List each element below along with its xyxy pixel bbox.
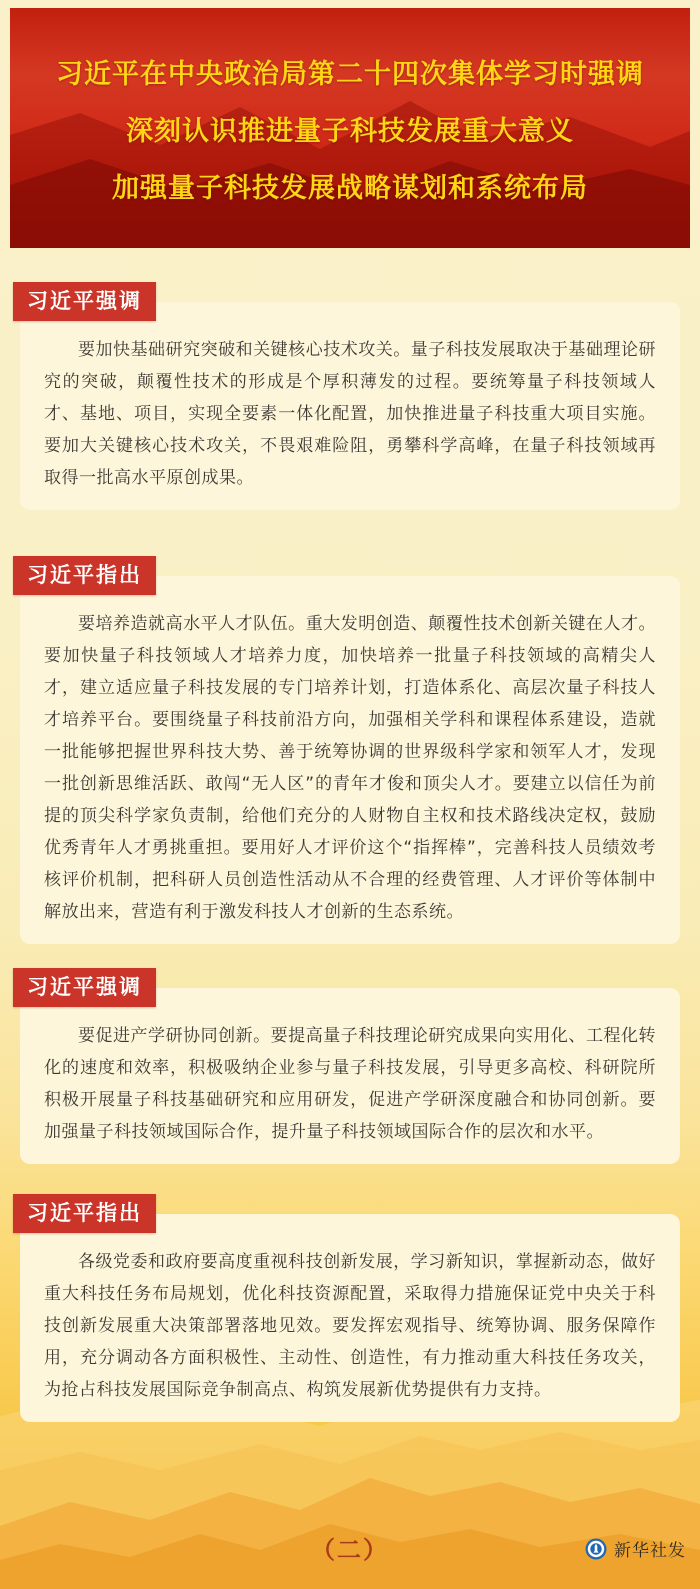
section-2-body: 要培养造就高水平人才队伍。重大发明创造、颠覆性技术创新关键在人才。要加快量子科技领域人才培养力度，加快培养一批量子科技领域的高精尖人才，建立适应量子科技发展的专门培养计划，打造体系化、高层次量子科技人才培养平台。要围绕量子科技前沿方向，加强相关学科和课程体系建设，造就一批能够把握世界科技大势、善于统筹协调的世界级科学家和领军人才，发现一批创新思维活跃、敢闯“无人区”的青年才俊和顶尖人才。要建立以信任为前提的顶尖科学家负责制，给他们充分的人财物自主权和技术路线决定权，鼓励优秀青年人才勇挑重担。要用好人才评价这个“指挥棒”，完善科技人员绩效考核评价机制，把科研人员创造性活动从不合理的经费管理、人才评价等体制中解放出来，营造有利于激发科技人才创新的生态系统。 [44,614,656,922]
credit-label: 新华社发 [614,1541,686,1561]
section-3-box [20,988,680,1164]
header-banner [10,8,690,248]
quote-section-4 [20,1194,680,1422]
section-4-box [20,1214,680,1422]
quote-section-3 [20,968,680,1164]
section-1-box [20,302,680,510]
header-title-line-2: 深刻认识推进量子科技发展重大意义 [126,115,574,147]
banner-mountains-graphic [10,73,690,248]
xinhua-logo-icon [585,1538,607,1560]
section-1-body: 要加快基础研究突破和关键核心技术攻关。量子科技发展取决于基础理论研究的突破，颠覆性技术的形成是个厚积薄发的过程。要统筹量子科技领域人才、基地、项目，实现全要素一体化配置，加快推进量子科技重大项目实施。要加大关键核心技术攻关，不畏艰难险阻，勇攀科学高峰，在量子科技领域再取得一批高水平原创成果。 [44,340,656,488]
page-marker: （二） [311,1536,389,1564]
section-3-badge: 习近平强调 [13,968,156,1007]
section-2-box [20,576,680,944]
section-4-body: 各级党委和政府要高度重视科技创新发展，学习新知识，掌握新动态，做好重大科技任务布局规划，优化科技资源配置，采取得力措施保证党中央关于科技创新发展重大决策部署落地见效。要发挥宏观指导、统筹协调、服务保障作用，充分调动各方面积极性、主动性、创造性，有力推动重大科技任务攻关，为抢占科技发展国际竞争制高点、构筑发展新优势提供有力支持。 [44,1252,656,1400]
credit [585,1536,686,1561]
section-2-badge: 习近平指出 [13,556,156,595]
header-title-line-3: 加强量子科技发展战略谋划和系统布局 [112,172,588,204]
quote-section-1 [20,282,680,510]
header-title-line-1: 习近平在中央政治局第二十四次集体学习时强调 [56,58,644,90]
section-4-badge: 习近平指出 [13,1194,156,1233]
quote-section-2 [20,556,680,944]
section-3-body: 要促进产学研协同创新。要提高量子科技理论研究成果向实用化、工程化转化的速度和效率，积极吸纳企业参与量子科技发展，引导更多高校、科研院所积极开展量子科技基础研究和应用研发，促进产学研深度融合和协同创新。要加强量子科技领域国际合作，提升量子科技领域国际合作的层次和水平。 [44,1026,656,1142]
section-1-badge: 习近平强调 [13,282,156,321]
